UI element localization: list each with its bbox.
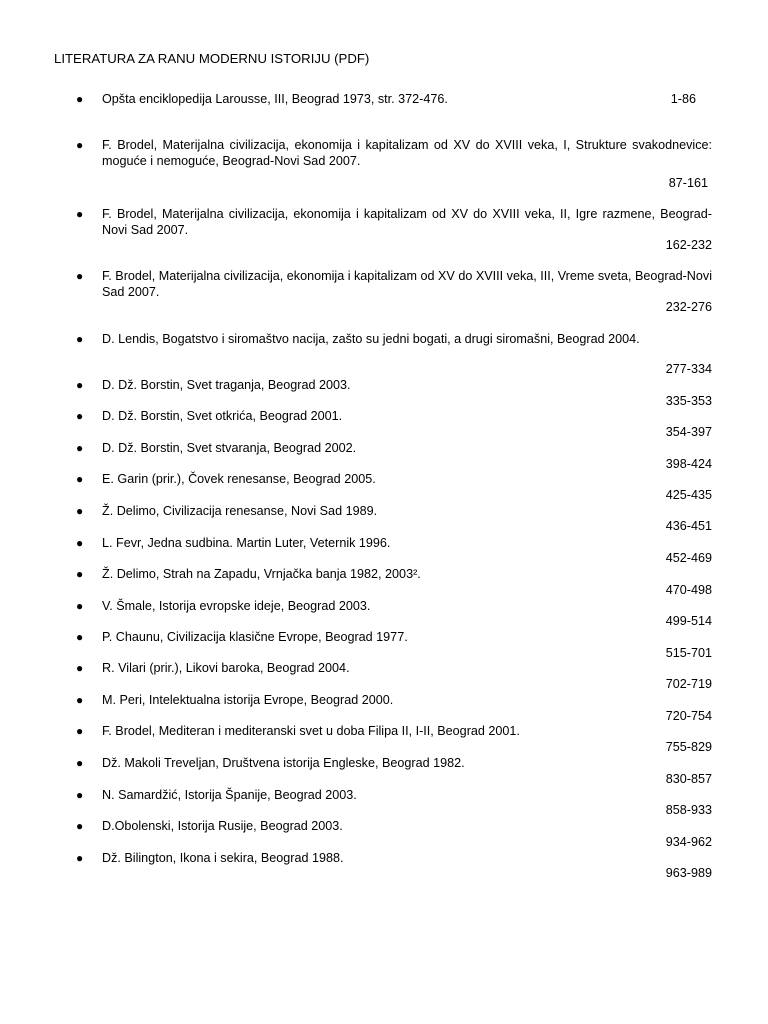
list-item-pages: 720-754	[665, 709, 712, 723]
list-item-text: V. Šmale, Istorija evropske ideje, Beograd 2003.	[102, 599, 371, 613]
list-item-pages: 963-989	[665, 866, 712, 880]
list-item-pages: 354-397	[665, 425, 712, 439]
bullet: ●	[76, 819, 84, 833]
list-item-pages: 470-498	[665, 583, 712, 597]
bullet: ●	[76, 630, 84, 644]
bullet: ●	[76, 269, 84, 283]
list-item-text: P. Chaunu, Civilizacija klasične Evrope, Beograd 1977.	[102, 630, 408, 644]
list-item-pages: 755-829	[665, 740, 712, 754]
list-item-text: F. Brodel, Materijalna civilizacija, ekonomija i kapitalizam od XV do XVIII veka, III, Vreme sveta, Beograd-Novi Sad 2007.	[102, 269, 712, 299]
bullet: ●	[76, 504, 84, 518]
list-item-text: F. Brodel, Mediteran i mediteranski svet u doba Filipa II, I-II, Beograd 2001.	[102, 724, 520, 738]
list-item-text: E. Garin (prir.), Čovek renesanse, Beograd 2005.	[102, 472, 376, 486]
list-item-text: M. Peri, Intelektualna istorija Evrope, Beograd 2000.	[102, 693, 394, 707]
list-item-text: Ž. Delimo, Civilizacija renesanse, Novi Sad 1989.	[102, 504, 378, 518]
bullet: ●	[76, 332, 84, 346]
bullet: ●	[76, 138, 84, 152]
bullet: ●	[76, 536, 84, 550]
bullet: ●	[76, 472, 84, 486]
list-item-pages: 162-232	[665, 238, 712, 252]
bullet: ●	[76, 567, 84, 581]
list-item-text: Ž. Delimo, Strah na Zapadu, Vrnjačka banja 1982, 2003².	[102, 567, 421, 581]
list-item-text: Dž. Bilington, Ikona i sekira, Beograd 1988.	[102, 851, 344, 865]
list-item-text: D.Obolenski, Istorija Rusije, Beograd 2003.	[102, 819, 343, 833]
list-item-text: Opšta enciklopedija Larousse, III, Beograd 1973, str. 372-476.	[102, 92, 448, 106]
bullet: ●	[76, 378, 84, 392]
bullet: ●	[76, 92, 84, 106]
bullet: ●	[76, 724, 84, 738]
list-item-pages: 277-334	[665, 362, 712, 376]
list-item-text: D. Dž. Borstin, Svet traganja, Beograd 2003.	[102, 378, 351, 392]
bullet: ●	[76, 788, 84, 802]
list-item-text: F. Brodel, Materijalna civilizacija, ekonomija i kapitalizam od XV do XVIII veka, II, Igre razmene, Beograd-Novi Sad 2007.	[102, 207, 712, 237]
list-item-text: D. Dž. Borstin, Svet stvaranja, Beograd 2002.	[102, 441, 357, 455]
list-item-pages: 436-451	[665, 519, 712, 533]
list-item-text: D. Dž. Borstin, Svet otkrića, Beograd 2001.	[102, 409, 343, 423]
bullet: ●	[76, 409, 84, 423]
list-item-text: L. Fevr, Jedna sudbina. Martin Luter, Veternik 1996.	[102, 536, 391, 550]
list-item-pages: 830-857	[665, 772, 712, 786]
list-item-pages: 425-435	[665, 488, 712, 502]
list-item-pages: 87-161	[668, 176, 708, 190]
list-item-pages: 934-962	[665, 835, 712, 849]
list-item-text: F. Brodel, Materijalna civilizacija, ekonomija i kapitalizam od XV do XVIII veka, I, Strukture svakodnevice: moguće i nemoguće, Beograd-Novi Sad 2007.	[102, 138, 712, 168]
list-item-pages: 335-353	[665, 394, 712, 408]
list-item-pages: 1-86	[670, 92, 696, 106]
bullet: ●	[76, 441, 84, 455]
list-item-text: Dž. Makoli Treveljan, Društvena istorija Engleske, Beograd 1982.	[102, 756, 465, 770]
bullet: ●	[76, 693, 84, 707]
bullet: ●	[76, 599, 84, 613]
list-item-pages: 452-469	[665, 551, 712, 565]
list-item-text: D. Lendis, Bogatstvo i siromaštvo nacija, zašto su jedni bogati, a drugi siromašni, Beograd 2004.	[102, 332, 640, 346]
list-item-pages: 398-424	[665, 457, 712, 471]
list-item-pages: 232-276	[665, 300, 712, 314]
bullet: ●	[76, 756, 84, 770]
list-item-pages: 515-701	[665, 646, 712, 660]
list-item-text: N. Samardžić, Istorija Španije, Beograd 2003.	[102, 788, 357, 802]
bullet: ●	[76, 661, 84, 675]
list-item-pages: 702-719	[665, 677, 712, 691]
list-item-text: R. Vilari (prir.), Likovi baroka, Beograd 2004.	[102, 661, 350, 675]
list-item-pages: 499-514	[665, 614, 712, 628]
bullet: ●	[76, 207, 84, 221]
document-title: LITERATURA ZA RANU MODERNU ISTORIJU (PDF)	[54, 51, 370, 66]
list-item-pages: 858-933	[665, 803, 712, 817]
bullet: ●	[76, 851, 84, 865]
